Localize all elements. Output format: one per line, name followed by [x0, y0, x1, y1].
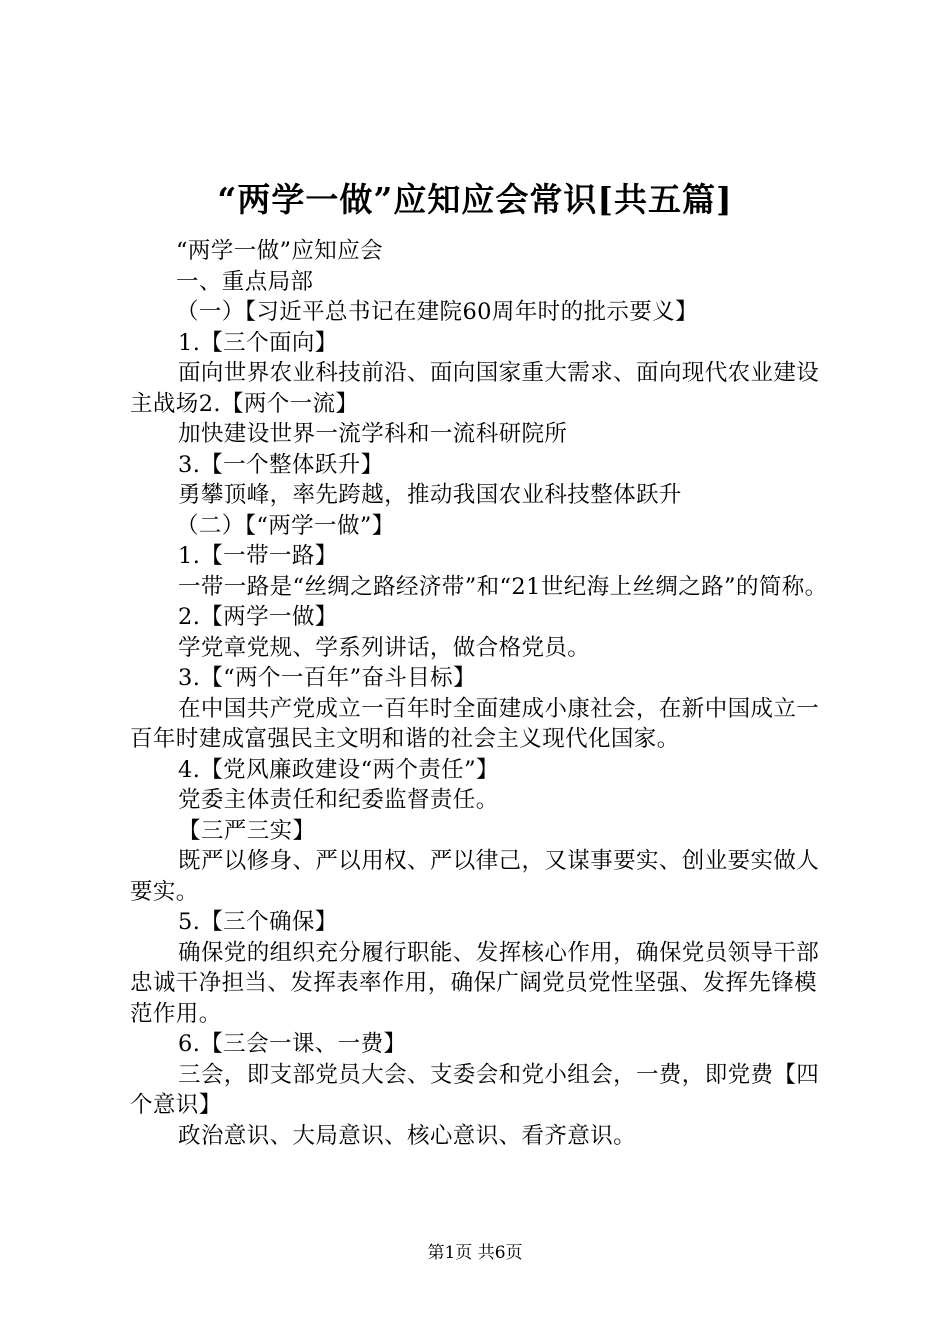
paragraph: （一）【习近平总书记在建院60周年时的批示要义】 [176, 299, 698, 325]
paragraph: 2.【两学一做】 [178, 604, 338, 630]
paragraph: 6.【三会一课、一费】 [178, 1031, 407, 1057]
paragraph: 政治意识、大局意识、核心意识、看齐意识。 [178, 1122, 637, 1149]
paragraph: 确保党的组织充分履行职能、发挥核心作用，确保党员领导干部忠诚干净担当、发挥表率作用，确保广阔党员党性坚强、发挥先锋模范作用。 [130, 939, 820, 1027]
paragraph: 在中国共产党成立一百年时全面建成小康社会，在新中国成立一百年时建成富强民主文明和谐的社会主义现代化国家。 [130, 695, 820, 752]
paragraph: 一、重点局部 [176, 268, 314, 295]
paragraph: 党委主体责任和纪委监督责任。 [178, 787, 499, 813]
paragraph: 既严以修身、严以用权、严以律己，又谋事要实、创业要实做人要实。 [130, 848, 820, 905]
document-body [130, 236, 835, 1151]
paragraph: 4.【党风廉政建设“两个责任”】 [178, 756, 499, 783]
paragraph: 3.【“两个一百年”奋斗目标】 [178, 665, 476, 691]
paragraph: “两学一做”应知应会 [176, 238, 384, 264]
paragraph: 三会，即支部党员大会、支委会和党小组会，一费，即党费【四个意识】 [130, 1061, 820, 1118]
paragraph: 5.【三个确保】 [178, 909, 338, 935]
paragraph: 3.【一个整体跃升】 [178, 451, 384, 478]
paragraph: 1.【三个面向】 [178, 329, 338, 356]
paragraph: 面向世界农业科技前沿、面向国家重大需求、面向现代农业建设主战场2.【两个一流】 [130, 360, 820, 417]
paragraph: 【三严三实】 [178, 817, 316, 844]
paragraph: 加快建设世界一流学科和一流科研院所 [178, 421, 568, 447]
paragraph: 学党章党规、学系列讲话，做合格党员。 [178, 634, 591, 661]
paragraph: 1.【一带一路】 [178, 543, 338, 569]
paragraph: 勇攀顶峰，率先跨越，推动我国农业科技整体跃升 [178, 482, 682, 508]
page-footer: 第1页 共6页 [427, 1243, 523, 1263]
paragraph: （二）【“两学一做”】 [176, 512, 395, 539]
document-title: “两学一做”应知应会常识[共五篇] [217, 180, 733, 219]
paragraph: 一带一路是“丝绸之路经济带”和“21世纪海上丝绸之路”的简称。 [178, 573, 828, 600]
